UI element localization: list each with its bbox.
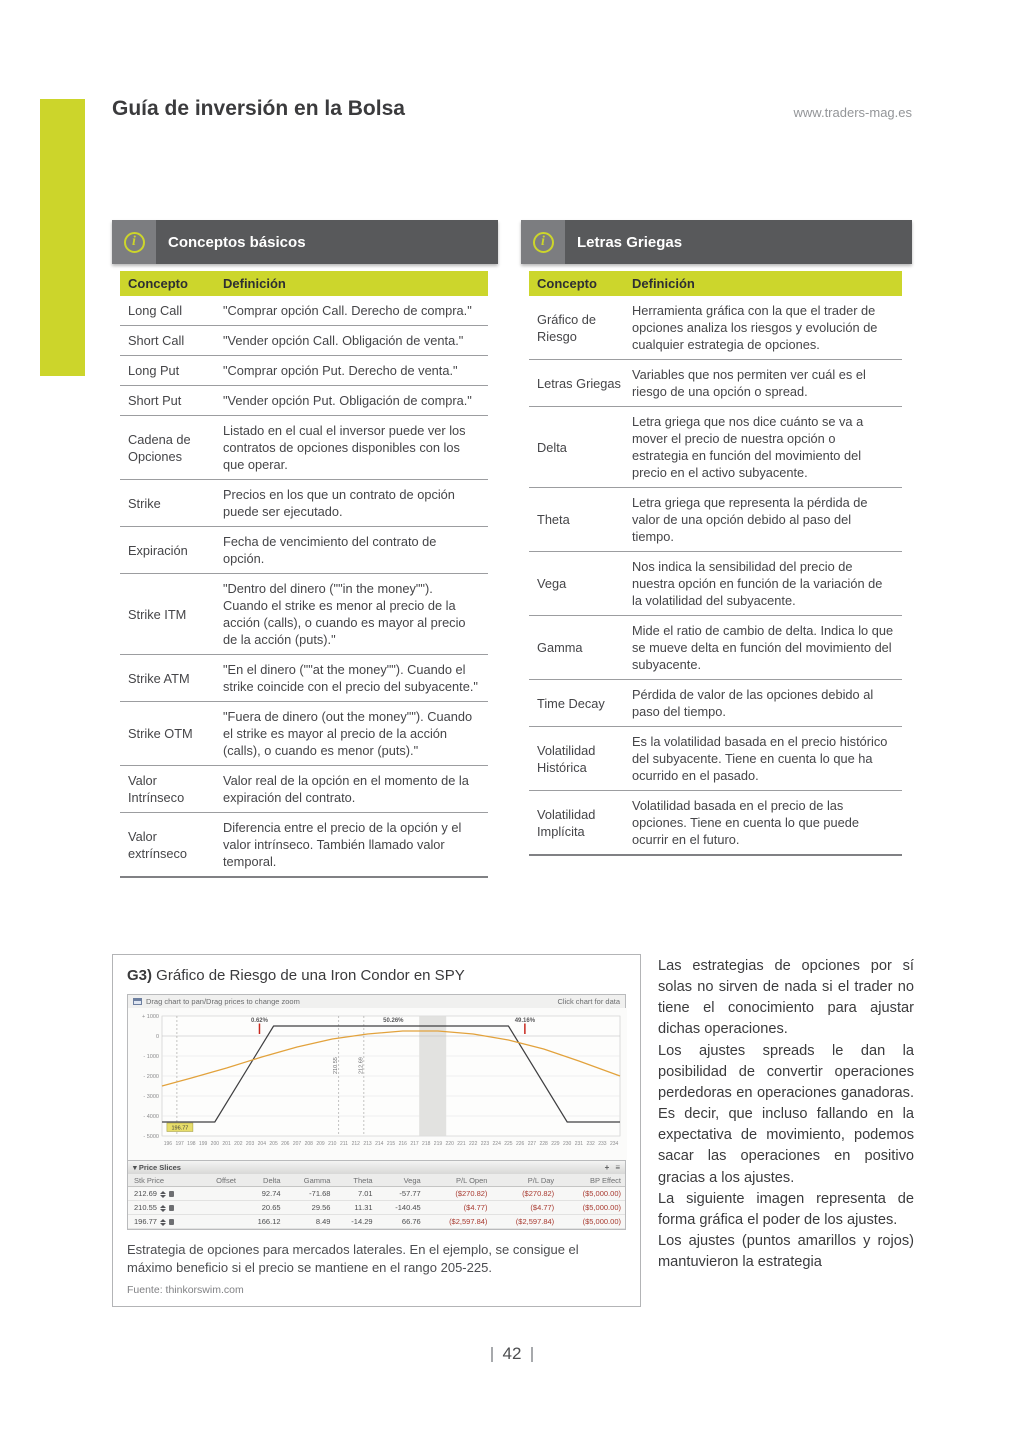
conceptos-basicos-table [112, 220, 498, 878]
figure-g3 [112, 954, 641, 1307]
table-row [120, 416, 488, 480]
definition-cell: Mide el ratio de cambio de delta. Indica lo que se mueve delta en función del movimiento del subyacente. [624, 616, 902, 680]
svg-text:226: 226 [516, 1141, 525, 1147]
page-title: Guía de inversión en la Bolsa [112, 97, 405, 120]
table-row [529, 360, 902, 407]
svg-text:206: 206 [281, 1141, 290, 1147]
figure-title-text: Gráfico de Riesgo de una Iron Condor en SPY [152, 967, 465, 984]
concept-cell: Long Put [120, 356, 215, 386]
definition-cell: Diferencia entre el precio de la opción y el valor intrínseco. También llamado valor temporal. [215, 813, 488, 878]
svg-text:210: 210 [328, 1141, 337, 1147]
svg-text:208: 208 [304, 1141, 313, 1147]
price-slices-panel [128, 1160, 625, 1229]
slice-price-cell: 210.55 [128, 1201, 200, 1215]
definition-cell: "Vender opción Put. Obligación de compra." [215, 386, 488, 416]
svg-text:198: 198 [187, 1141, 196, 1147]
table-row [120, 813, 488, 878]
definition-cell: "Dentro del dinero (""in the money""). Cuando el strike es menor al precio de la acción (calls), o cuando es mayor al precio de la acción (puts)." [215, 574, 488, 655]
article-paragraph: Los ajustes spreads le dan la posibilidad de convertir operaciones perdedoras en operaciones ganadoras. Es decir, que incluso fallando en la expectativa de movimiento, podemos sacar las operaciones en positivo gracias a los ajustes. [658, 1042, 914, 1186]
chart-toolbar [128, 995, 625, 1008]
conceptos-basicos-grid [120, 271, 488, 878]
svg-text:204: 204 [257, 1141, 266, 1147]
svg-text:49.16%: 49.16% [514, 1018, 536, 1024]
concept-cell: Time Decay [529, 680, 624, 727]
page-footer [0, 1344, 1024, 1364]
svg-text:233: 233 [598, 1141, 607, 1147]
table-row [120, 766, 488, 813]
svg-text:202: 202 [234, 1141, 243, 1147]
slice-row: 196.77 166.12 8.49 -14.29 66.76 ($2,597.84) ($2,597.84) ($5,000.00) [128, 1215, 625, 1229]
svg-text:201: 201 [222, 1141, 231, 1147]
article-paragraph: Las estrategias de opciones por sí solas no sirven de nada si el trader no tiene el conocimiento para ajustar dichas operaciones. [658, 958, 914, 1038]
svg-text:224: 224 [492, 1141, 501, 1147]
page-number: 42 [502, 1344, 522, 1363]
table-title: Letras Griegas [577, 233, 683, 251]
col-gamma: Gamma [285, 1174, 335, 1187]
svg-text:221: 221 [457, 1141, 466, 1147]
definition-cell: Fecha de vencimiento del contrato de opción. [215, 527, 488, 574]
concept-cell: Volatilidad Implícita [529, 791, 624, 856]
svg-text:228: 228 [539, 1141, 548, 1147]
svg-text:209: 209 [316, 1141, 325, 1147]
concept-cell: Valor Intrínseco [120, 766, 215, 813]
column-header-definicion: Definición [624, 271, 902, 296]
footer-divider [491, 1347, 493, 1362]
letras-griegas-header [521, 220, 912, 264]
concept-cell: Cadena de Opciones [120, 416, 215, 480]
table-title: Conceptos básicos [168, 233, 306, 251]
price-slices-bar [128, 1161, 625, 1174]
svg-text:232: 232 [586, 1141, 595, 1147]
svg-text:212.69: 212.69 [358, 1057, 365, 1074]
article-paragraph: Los ajustes (puntos amarillos y rojos) mantuvieron la estrategia [658, 1233, 914, 1271]
column-header-definicion: Definición [215, 271, 488, 296]
concept-cell: Short Call [120, 326, 215, 356]
table-row [120, 356, 488, 386]
concept-cell: Delta [529, 407, 624, 488]
svg-text:- 4000: - 4000 [143, 1114, 159, 1120]
definition-cell: "Comprar opción Put. Derecho de venta." [215, 356, 488, 386]
figure-label: G3) [127, 967, 153, 984]
svg-text:214: 214 [375, 1141, 384, 1147]
concept-cell: Volatilidad Histórica [529, 727, 624, 791]
svg-text:200: 200 [210, 1141, 220, 1147]
concept-cell: Strike ATM [120, 655, 215, 702]
slices-menu-button[interactable]: ≡ [615, 1163, 620, 1172]
definition-cell: "Fuera de dinero (out the money""). Cuando el strike es mayor al precio de la acción (calls), o cuando es menor (puts)." [215, 702, 488, 766]
definition-cell: Es la volatilidad basada en el precio histórico del subyacente. Tiene en cuenta lo que ha ocurrido en el pasado. [624, 727, 902, 791]
svg-text:205: 205 [269, 1141, 278, 1147]
svg-text:222: 222 [469, 1141, 478, 1147]
table-row [529, 488, 902, 552]
chart-hint-right: Click chart for data [557, 997, 620, 1006]
table-row [120, 655, 488, 702]
definition-cell: Volatilidad basada en el precio de las opciones. Tiene en cuenta lo que puede ocurrir en el futuro. [624, 791, 902, 856]
info-icon: i [124, 232, 145, 253]
definition-cell: "En el dinero (""at the money""). Cuando el strike coincide con el precio del subyacente." [215, 655, 488, 702]
svg-text:217: 217 [410, 1141, 419, 1147]
svg-text:230: 230 [562, 1141, 572, 1147]
svg-text:213: 213 [363, 1141, 372, 1147]
lock-icon[interactable] [169, 1219, 174, 1225]
definition-cell: "Comprar opción Call. Derecho de compra." [215, 296, 488, 326]
svg-text:229: 229 [551, 1141, 560, 1147]
svg-text:0: 0 [155, 1034, 159, 1040]
info-icon-box [112, 220, 156, 264]
svg-text:203: 203 [245, 1141, 255, 1147]
figure-title [127, 967, 626, 984]
table-row [120, 527, 488, 574]
col-delta: Delta [240, 1174, 285, 1187]
lock-icon[interactable] [169, 1205, 174, 1211]
chart-window-icon[interactable] [133, 998, 142, 1005]
svg-text:231: 231 [574, 1141, 584, 1147]
definition-cell: "Vender opción Call. Obligación de venta." [215, 326, 488, 356]
accent-sidebar [40, 99, 85, 376]
svg-text:207: 207 [292, 1141, 302, 1147]
table-row [529, 680, 902, 727]
table-row [529, 727, 902, 791]
slice-row: 212.69 92.74 -71.68 7.01 -57.77 ($270.82) ($270.82) ($5,000.00) [128, 1187, 625, 1201]
svg-text:196.77: 196.77 [171, 1125, 189, 1132]
svg-text:210.55: 210.55 [333, 1057, 340, 1074]
letras-griegas-table [521, 220, 912, 856]
svg-text:223: 223 [480, 1141, 490, 1147]
table-row [120, 480, 488, 527]
price-stepper[interactable] [160, 1219, 166, 1226]
col-stk-price: Stk Price [128, 1174, 200, 1187]
svg-text:234: 234 [609, 1141, 619, 1147]
concept-cell: Strike [120, 480, 215, 527]
svg-text:50.26%: 50.26% [383, 1018, 404, 1024]
article-column [658, 956, 914, 1273]
definition-cell: Valor real de la opción en el momento de la expiración del contrato. [215, 766, 488, 813]
svg-text:- 5000: - 5000 [143, 1134, 159, 1140]
slice-row: 210.55 20.65 29.56 11.31 -140.45 ($4.77) ($4.77) ($5,000.00) [128, 1201, 625, 1215]
table-row [120, 296, 488, 326]
definition-cell: Listado en el cual el inversor puede ver los contratos de opciones disponibles con los que operar. [215, 416, 488, 480]
definition-cell: Variables que nos permiten ver cuál es el riesgo de una opción o spread. [624, 360, 902, 407]
lock-icon[interactable] [169, 1191, 174, 1197]
concept-cell: Vega [529, 552, 624, 616]
table-row [529, 791, 902, 856]
table-row [120, 326, 488, 356]
col-theta: Theta [334, 1174, 376, 1187]
table-row [529, 296, 902, 360]
slice-price-cell: 196.77 [128, 1215, 200, 1229]
table-row [529, 616, 902, 680]
col-bp-effect: BP Effect [558, 1174, 625, 1187]
risk-graph[interactable] [128, 1008, 627, 1160]
svg-text:211: 211 [340, 1141, 349, 1147]
chart-screenshot [127, 994, 626, 1230]
table-row [529, 407, 902, 488]
table-row [120, 702, 488, 766]
column-header-row [529, 271, 902, 296]
svg-text:220: 220 [445, 1141, 454, 1147]
chart-hint-left: Drag chart to pan/Drag prices to change zoom [146, 997, 300, 1006]
letras-griegas-grid [529, 271, 902, 856]
col-offset: Offset [200, 1174, 240, 1187]
price-slices-title: ▾ Price Slices [133, 1163, 181, 1172]
svg-text:- 1000: - 1000 [143, 1054, 159, 1060]
add-slice-button[interactable]: + [604, 1163, 610, 1172]
svg-text:0.62%: 0.62% [250, 1018, 268, 1024]
concept-cell: Valor extrínseco [120, 813, 215, 878]
svg-text:219: 219 [433, 1141, 443, 1147]
article-paragraph: La siguiente imagen representa de forma gráfica el poder de los ajustes. [658, 1190, 914, 1228]
definition-cell: Nos indica la sensibilidad del precio de nuestra opción en función de la variación de la volatilidad del subyacente. [624, 552, 902, 616]
col-pl-open: P/L Open [425, 1174, 492, 1187]
column-header-concepto: Concepto [120, 271, 215, 296]
price-stepper[interactable] [160, 1191, 166, 1198]
footer-divider [531, 1347, 533, 1362]
slice-price-cell: 212.69 [128, 1187, 200, 1201]
svg-text:225: 225 [504, 1141, 513, 1147]
info-icon-box [521, 220, 565, 264]
price-stepper[interactable] [160, 1205, 166, 1212]
svg-text:196: 196 [163, 1141, 173, 1147]
svg-text:227: 227 [527, 1141, 537, 1147]
table-row [529, 552, 902, 616]
column-header-row [120, 271, 488, 296]
svg-text:- 3000: - 3000 [143, 1094, 159, 1100]
price-slices-table [128, 1174, 625, 1229]
concept-cell: Gráfico de Riesgo [529, 296, 624, 360]
definition-cell: Letra griega que representa la pérdida de valor de una opción debido al paso del tiempo. [624, 488, 902, 552]
conceptos-basicos-header [112, 220, 498, 264]
svg-text:215: 215 [386, 1141, 396, 1147]
concept-cell: Theta [529, 488, 624, 552]
info-icon: i [533, 232, 554, 253]
col-vega: Vega [377, 1174, 425, 1187]
svg-text:+ 1000: + 1000 [142, 1014, 159, 1020]
concept-cell: Long Call [120, 296, 215, 326]
concept-cell: Gamma [529, 616, 624, 680]
concept-cell: Expiración [120, 527, 215, 574]
definition-cell: Precios en los que un contrato de opción puede ser ejecutado. [215, 480, 488, 527]
concept-cell: Strike OTM [120, 702, 215, 766]
column-header-concepto: Concepto [529, 271, 624, 296]
figure-source: Fuente: thinkorswim.com [127, 1284, 244, 1297]
website-url: www.traders-mag.es [793, 105, 912, 120]
svg-text:199: 199 [198, 1141, 208, 1147]
table-row [120, 386, 488, 416]
definition-cell: Letra griega que nos dice cuánto se va a mover el precio de nuestra opción o estrategia en función del movimiento del precio en el activo subyacente. [624, 407, 902, 488]
svg-text:218: 218 [422, 1141, 431, 1147]
svg-text:- 2000: - 2000 [143, 1074, 159, 1080]
definition-cell: Pérdida de valor de las opciones debido al paso del tiempo. [624, 680, 902, 727]
figure-caption: Estrategia de opciones para mercados laterales. En el ejemplo, se consigue el máximo beneficio si el precio se mantiene en el rango 205-225. [127, 1242, 579, 1276]
table-row [120, 574, 488, 655]
svg-text:197: 197 [175, 1141, 184, 1147]
definition-cell: Herramienta gráfica con la que el trader de opciones analiza los riesgos y evolución de cualquier estrategia de opciones. [624, 296, 902, 360]
svg-text:212: 212 [351, 1141, 360, 1147]
slices-header-row [128, 1174, 625, 1187]
svg-text:216: 216 [398, 1141, 407, 1147]
concept-cell: Strike ITM [120, 574, 215, 655]
col-pl-day: P/L Day [491, 1174, 558, 1187]
concept-cell: Short Put [120, 386, 215, 416]
concept-cell: Letras Griegas [529, 360, 624, 407]
